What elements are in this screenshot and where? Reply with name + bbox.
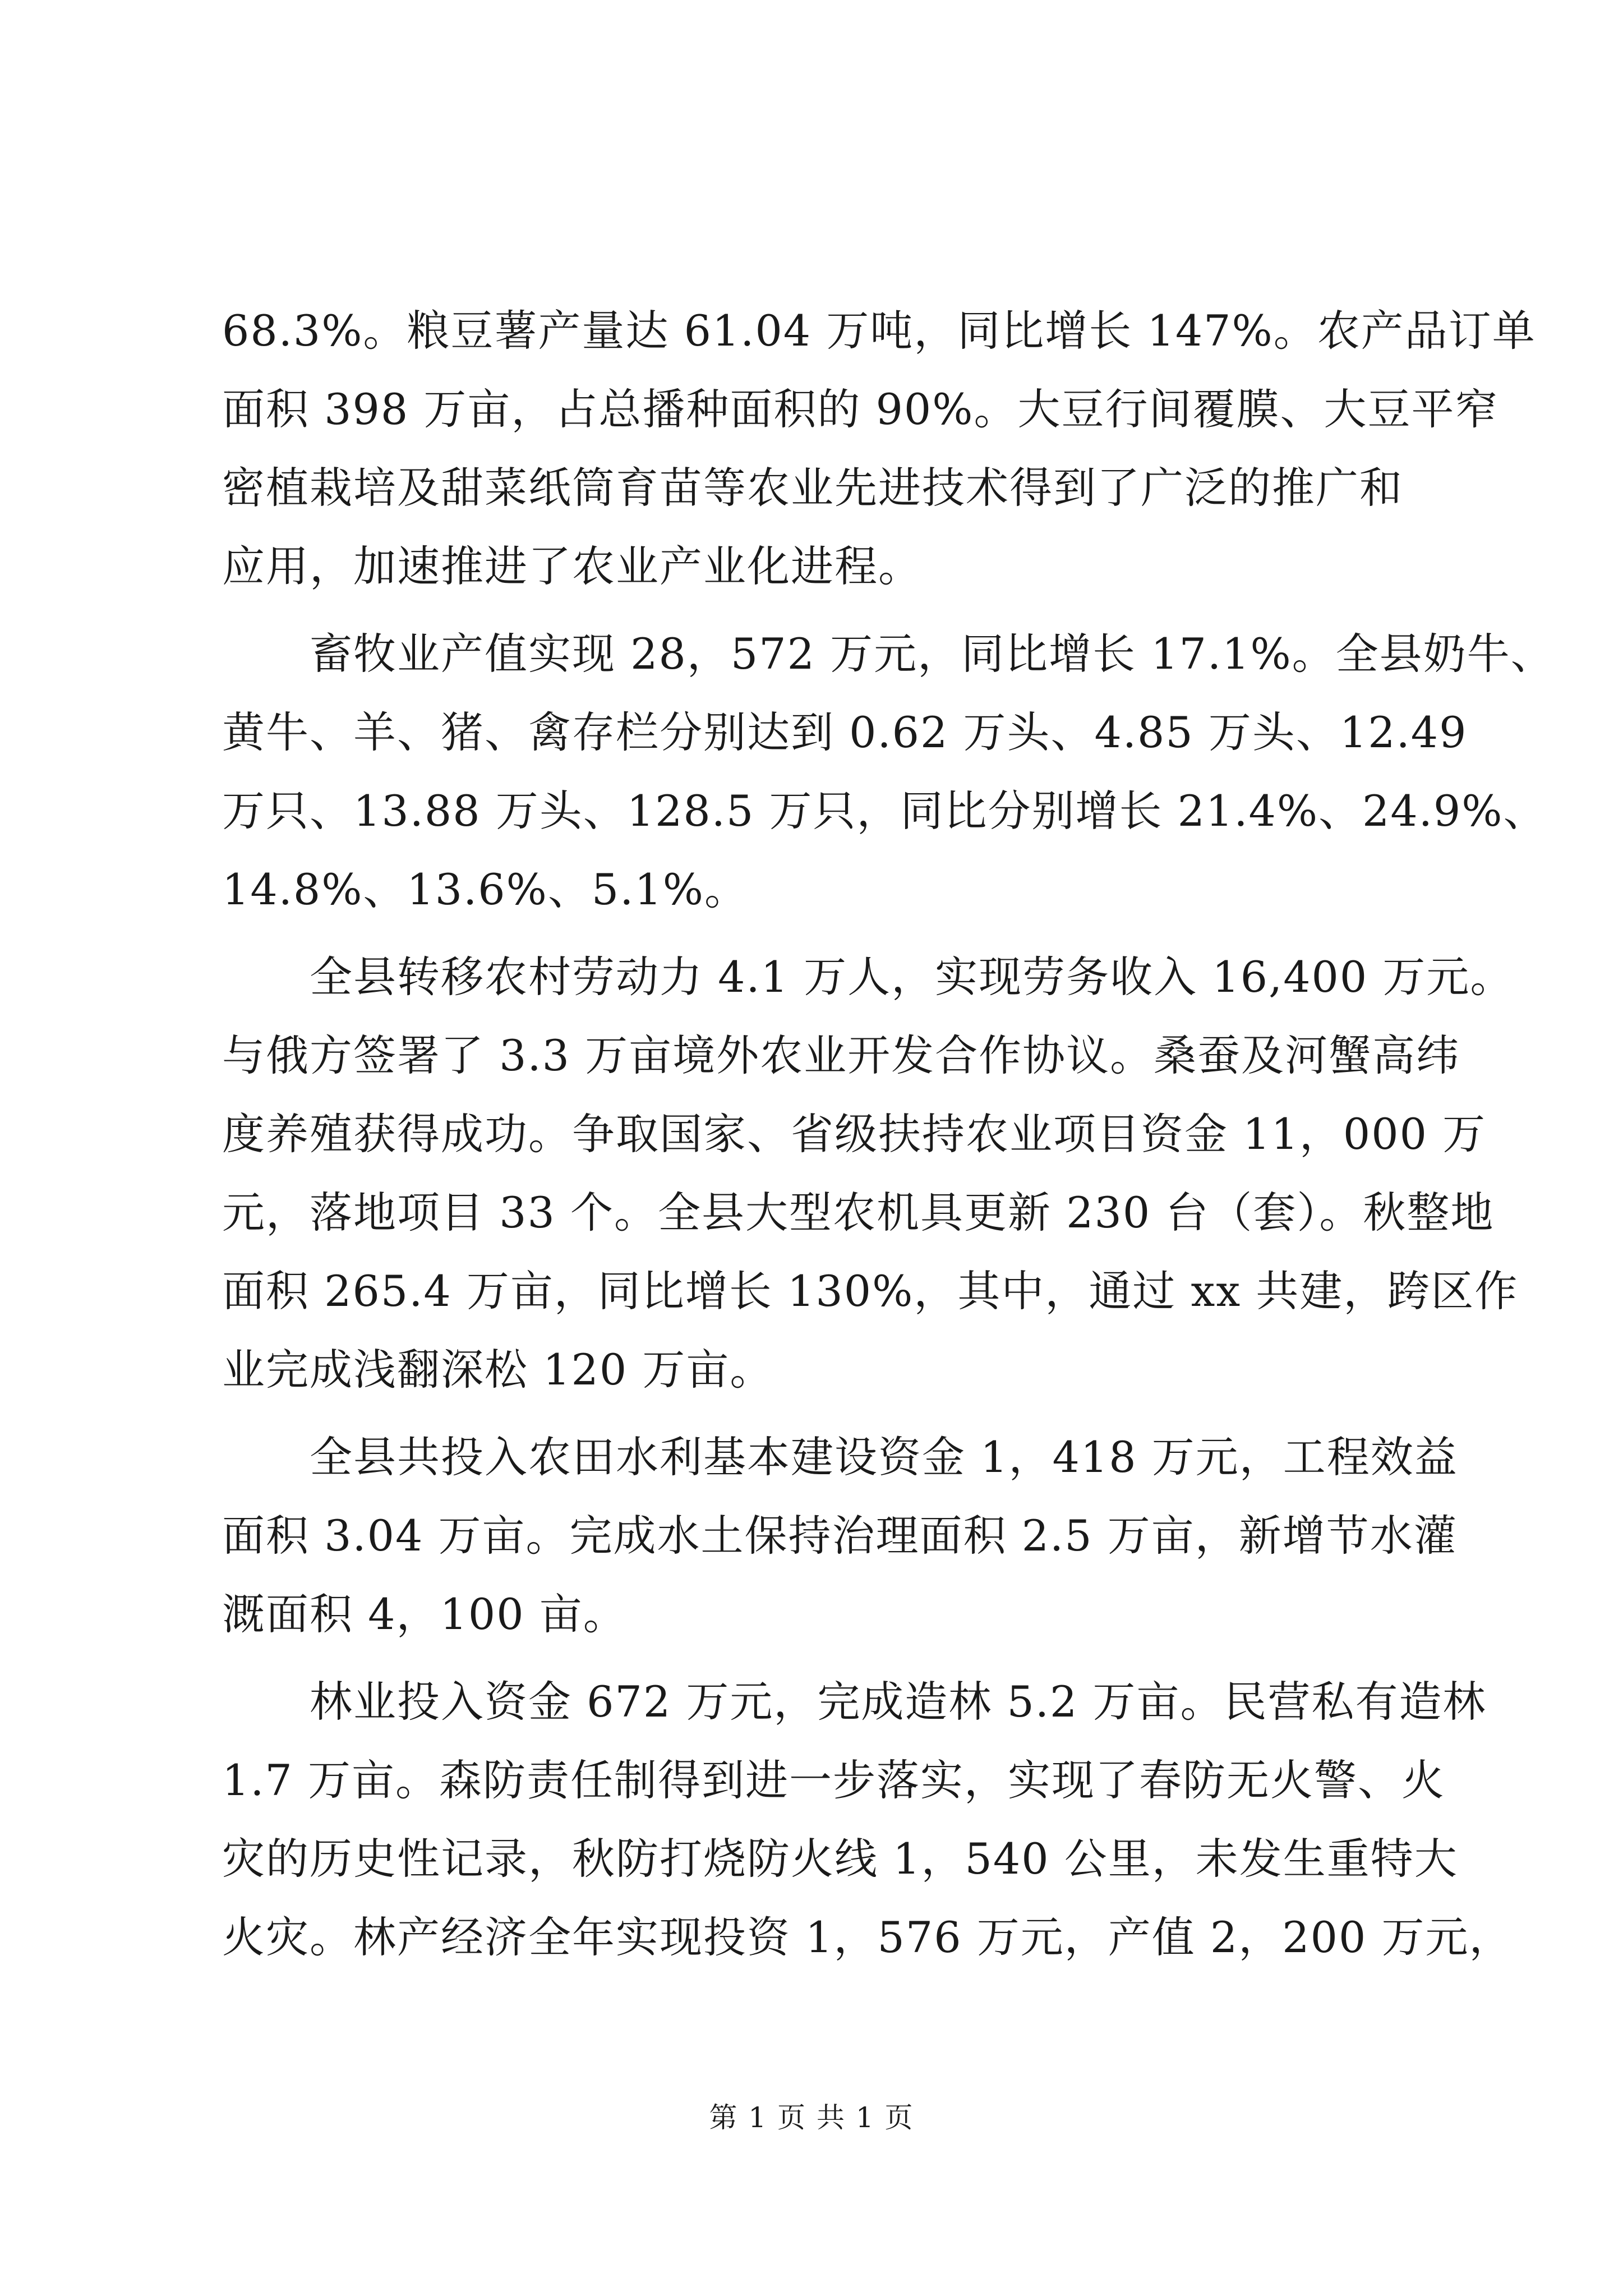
page-footer: 第 1 页 共 1 页 bbox=[709, 2101, 914, 2134]
text-line: 溉面积 4，100 亩。 bbox=[222, 1589, 627, 1639]
text-line: 与俄方签署了 3.3 万亩境外农业开发合作协议。桑蚕及河蟹高纬 bbox=[222, 1030, 1460, 1080]
text-line: 应用，加速推进了农业产业化进程。 bbox=[222, 541, 922, 591]
text-line: 林业投入资金 672 万元，完成造林 5.2 万亩。民营私有造林 bbox=[222, 1677, 1487, 1727]
text-line: 1.7 万亩。森防责任制得到进一步落实，实现了春防无火警、火 bbox=[222, 1755, 1446, 1805]
text-line: 面积 265.4 万亩，同比增长 130%，其中，通过 xx 共建，跨区作 bbox=[222, 1266, 1519, 1316]
text-line: 面积 398 万亩，占总播种面积的 90%。大豆行间覆膜、大豆平窄 bbox=[222, 384, 1499, 434]
text-line: 68.3%。粮豆薯产量达 61.04 万吨，同比增长 147%。农产品订单 bbox=[222, 306, 1536, 356]
text-line: 灾的历史性记录，秋防打烧防火线 1，540 公里，未发生重特大 bbox=[222, 1834, 1458, 1884]
text-line: 元，落地项目 33 个。全县大型农机具更新 230 台（套）。秋整地 bbox=[222, 1188, 1495, 1237]
text-line: 黄牛、羊、猪、禽存栏分别达到 0.62 万头、4.85 万头、12.49 bbox=[222, 707, 1468, 757]
text-line: 业完成浅翻深松 120 万亩。 bbox=[222, 1345, 774, 1395]
text-line: 全县转移农村劳动力 4.1 万人，实现劳务收入 16,400 万元。 bbox=[222, 952, 1514, 1002]
text-line: 畜牧业产值实现 28，572 万元，同比增长 17.1%。全县奶牛、 bbox=[222, 629, 1555, 679]
text-line: 万只、13.88 万头、128.5 万只，同比分别增长 21.4%、24.9%、 bbox=[222, 786, 1547, 836]
text-line: 面积 3.04 万亩。完成水土保持治理面积 2.5 万亩，新增节水灌 bbox=[222, 1511, 1458, 1561]
body-text bbox=[222, 292, 1555, 1977]
text-line: 全县共投入农田水利基本建设资金 1，418 万元，工程效益 bbox=[222, 1432, 1458, 1482]
text-line: 度养殖获得成功。争取国家、省级扶持农业项目资金 11，000 万 bbox=[222, 1109, 1487, 1159]
text-line: 14.8%、13.6%、5.1%。 bbox=[222, 864, 748, 914]
text-line: 密植栽培及甜菜纸筒育苗等农业先进技术得到了广泛的推广和 bbox=[222, 463, 1403, 513]
text-line: 火灾。林产经济全年实现投资 1，576 万元，产值 2，200 万元， bbox=[222, 1912, 1513, 1962]
